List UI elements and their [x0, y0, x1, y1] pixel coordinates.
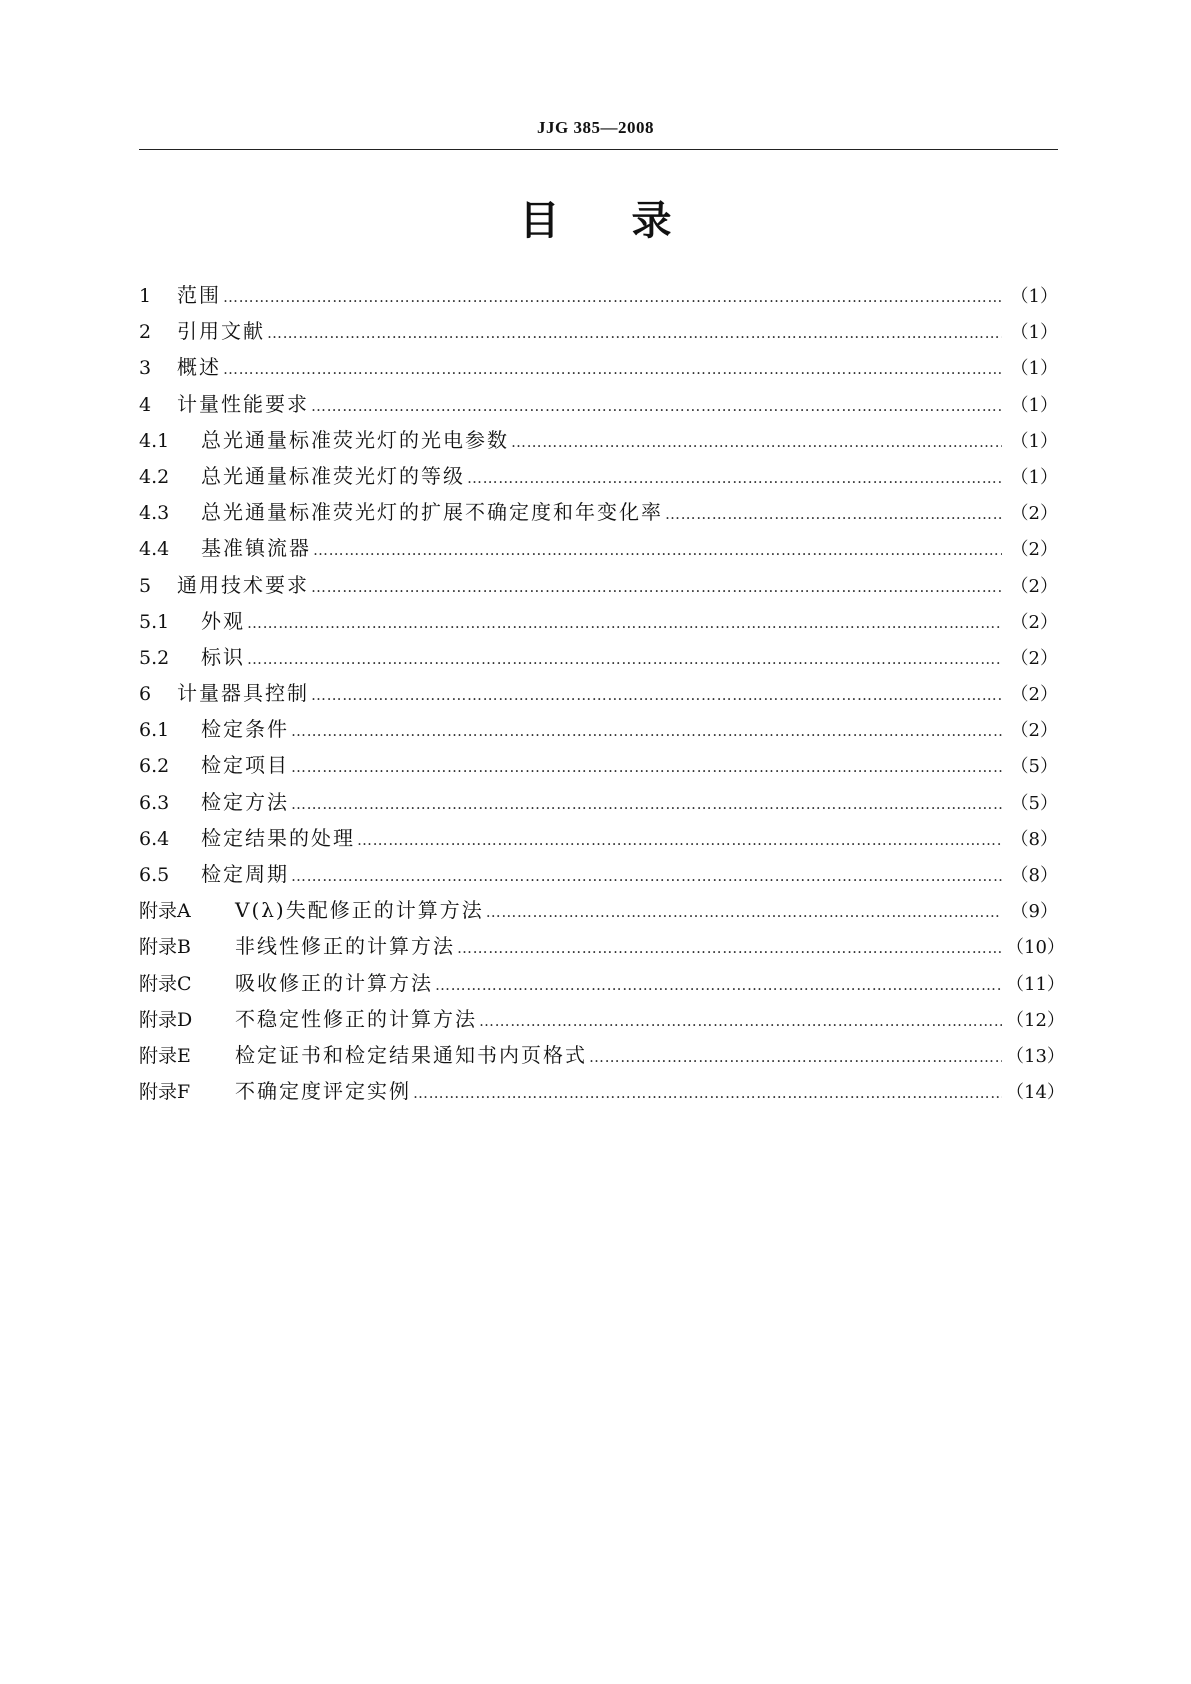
toc-entry-title: 总光通量标准荧光灯的等级: [201, 463, 465, 488]
toc-dot-leader: [223, 279, 1002, 315]
toc-entry-number: 4.4: [139, 538, 170, 561]
toc-entry[interactable]: [139, 313, 1058, 349]
toc-dot-leader: [267, 315, 1002, 351]
toc-entry-page: （14）: [1006, 1082, 1065, 1104]
toc-entry-page: （5）: [1010, 792, 1058, 814]
toc-entry[interactable]: [139, 820, 1058, 856]
toc-dot-leader: [467, 460, 1002, 496]
toc-entry[interactable]: [139, 892, 1058, 928]
toc-entry-page: （2）: [1010, 684, 1058, 706]
toc-entry-page: （1）: [1010, 466, 1058, 488]
toc-entry-page: （2）: [1010, 611, 1058, 633]
toc-entry-page: （5）: [1010, 756, 1058, 778]
toc-entry-number: 4.3: [139, 502, 170, 525]
toc-dot-leader: [413, 1075, 1002, 1111]
toc-entry[interactable]: [139, 1073, 1065, 1109]
toc-entry-number: 4.2: [139, 465, 170, 488]
toc-entry-title: 总光通量标准荧光灯的扩展不确定度和年变化率: [201, 500, 663, 525]
toc-entry-title: 非线性修正的计算方法: [235, 934, 455, 959]
toc-entry-page: （2）: [1010, 539, 1058, 561]
toc-entry-title: 检定项目: [201, 753, 289, 778]
toc-entry-page: （10）: [1006, 937, 1065, 959]
toc-entry-page: （12）: [1006, 1009, 1065, 1031]
toc-entry[interactable]: [139, 530, 1058, 566]
toc-entry-page: （2）: [1010, 647, 1058, 669]
toc-entry-title: 基准镇流器: [201, 536, 311, 561]
toc-entry-number: 6: [139, 683, 152, 706]
toc-entry-title: 引用文献: [177, 319, 265, 344]
toc-entry-page: （2）: [1010, 575, 1058, 597]
toc-entry[interactable]: [139, 747, 1058, 783]
toc-entry-number: 附录E: [139, 1044, 191, 1067]
toc-entry-page: （2）: [1010, 720, 1058, 742]
toc-entry-number: 5.2: [139, 646, 170, 669]
toc-entry-title: 吸收修正的计算方法: [235, 970, 433, 995]
toc-dot-leader: [457, 930, 1002, 966]
toc-title: 目录: [519, 198, 744, 244]
toc-dot-leader: [311, 388, 1002, 424]
toc-entry[interactable]: [139, 494, 1058, 530]
toc-dot-leader: [291, 786, 1002, 822]
toc-entry[interactable]: [139, 422, 1058, 458]
toc-entry-page: （1）: [1010, 358, 1058, 380]
toc-entry-number: 附录A: [139, 900, 191, 923]
toc-dot-leader: [291, 749, 1002, 785]
toc-dot-leader: [247, 605, 1002, 641]
toc-entry-page: （1）: [1010, 394, 1058, 416]
toc-entry[interactable]: [139, 784, 1058, 820]
toc-entry-title: 检定周期: [201, 862, 289, 886]
toc-entry-number: 2: [139, 321, 152, 344]
toc-entry-page: （2）: [1010, 503, 1058, 525]
toc-entry-title: 检定证书和检定结果通知书内页格式: [235, 1042, 587, 1067]
document-code: JJG 385—2008: [537, 118, 654, 137]
toc-entry-number: 附录F: [139, 1081, 191, 1104]
toc-entry-number: 6.1: [139, 719, 170, 742]
toc-dot-leader: [511, 424, 1002, 460]
toc-entry[interactable]: [139, 386, 1058, 422]
header-rule: [139, 149, 1058, 150]
toc-entry-page: （8）: [1010, 828, 1058, 850]
toc-entry-number: 附录D: [139, 1008, 193, 1031]
toc-dot-leader: [223, 351, 1002, 387]
toc-entry-number: 6.2: [139, 755, 170, 778]
toc-dot-leader: [311, 569, 1002, 605]
toc-entry-title: 计量性能要求: [177, 391, 309, 416]
toc-entry[interactable]: [139, 856, 1058, 892]
toc-entry-page: （9）: [1010, 901, 1058, 923]
toc-entry[interactable]: [139, 458, 1058, 494]
toc-entry[interactable]: [139, 928, 1065, 964]
toc-entry-title: 检定方法: [201, 789, 289, 814]
toc-entry[interactable]: [139, 1037, 1065, 1073]
toc-entry[interactable]: [139, 711, 1058, 747]
toc-entry-number: 4.1: [139, 429, 170, 452]
toc-entry-page: （13）: [1006, 1045, 1065, 1067]
toc-dot-leader: [311, 677, 1002, 713]
toc-dot-leader: [247, 641, 1002, 677]
toc-entry-number: 3: [139, 357, 152, 380]
toc-entry-number: 6.3: [139, 791, 170, 814]
toc-list: [139, 277, 1065, 1109]
toc-entry[interactable]: [139, 639, 1058, 675]
toc-entry-page: （1）: [1010, 430, 1058, 452]
toc-entry-page: （1）: [1010, 286, 1058, 307]
toc-entry-number: 4: [139, 393, 152, 416]
toc-entry-title: 标识: [201, 644, 245, 669]
toc-entry-title: 计量器具控制: [177, 681, 309, 706]
toc-entry-page: （1）: [1010, 322, 1058, 344]
toc-entry[interactable]: [139, 675, 1058, 711]
toc-entry-number: 附录B: [139, 936, 191, 959]
toc-entry-title: 通用技术要求: [177, 572, 309, 597]
toc-entry[interactable]: [139, 277, 1058, 313]
toc-dot-leader: [313, 532, 1002, 568]
toc-entry-number: 附录C: [139, 972, 192, 995]
toc-entry-page: （11）: [1006, 973, 1065, 995]
toc-dot-leader: [665, 496, 1002, 532]
toc-entry[interactable]: [139, 603, 1058, 639]
toc-entry-number: 5.1: [139, 610, 170, 633]
toc-entry-title: 概述: [177, 355, 221, 380]
toc-entry-title: 检定条件: [201, 717, 289, 742]
toc-entry-title: 外观: [201, 608, 245, 633]
toc-entry[interactable]: [139, 1001, 1065, 1037]
toc-entry-title: 不稳定性修正的计算方法: [235, 1006, 477, 1031]
toc-dot-leader: [291, 858, 1002, 894]
toc-entry[interactable]: [139, 965, 1065, 1001]
toc-dot-leader: [357, 822, 1002, 858]
toc-entry-title: 检定结果的处理: [201, 825, 355, 850]
toc-entry-number: 6.4: [139, 827, 170, 850]
toc-dot-leader: [435, 967, 1002, 1003]
toc-entry-title: 总光通量标准荧光灯的光电参数: [201, 427, 509, 452]
toc-entry-number: 1: [139, 285, 152, 307]
toc-entry-title: 不确定度评定实例: [235, 1079, 411, 1104]
toc-dot-leader: [589, 1039, 1002, 1075]
toc-entry-number: 5: [139, 574, 152, 597]
toc-entry-title: V(λ)失配修正的计算方法: [235, 898, 484, 923]
toc-entry[interactable]: [139, 567, 1058, 603]
toc-dot-leader: [291, 713, 1002, 749]
toc-entry-page: （8）: [1010, 865, 1058, 886]
toc-dot-leader: [479, 1003, 1002, 1039]
toc-entry[interactable]: [139, 349, 1058, 385]
toc-dot-leader: [486, 894, 1002, 930]
toc-entry-number: 6.5: [139, 864, 170, 886]
toc-entry-title: 范围: [177, 283, 221, 307]
